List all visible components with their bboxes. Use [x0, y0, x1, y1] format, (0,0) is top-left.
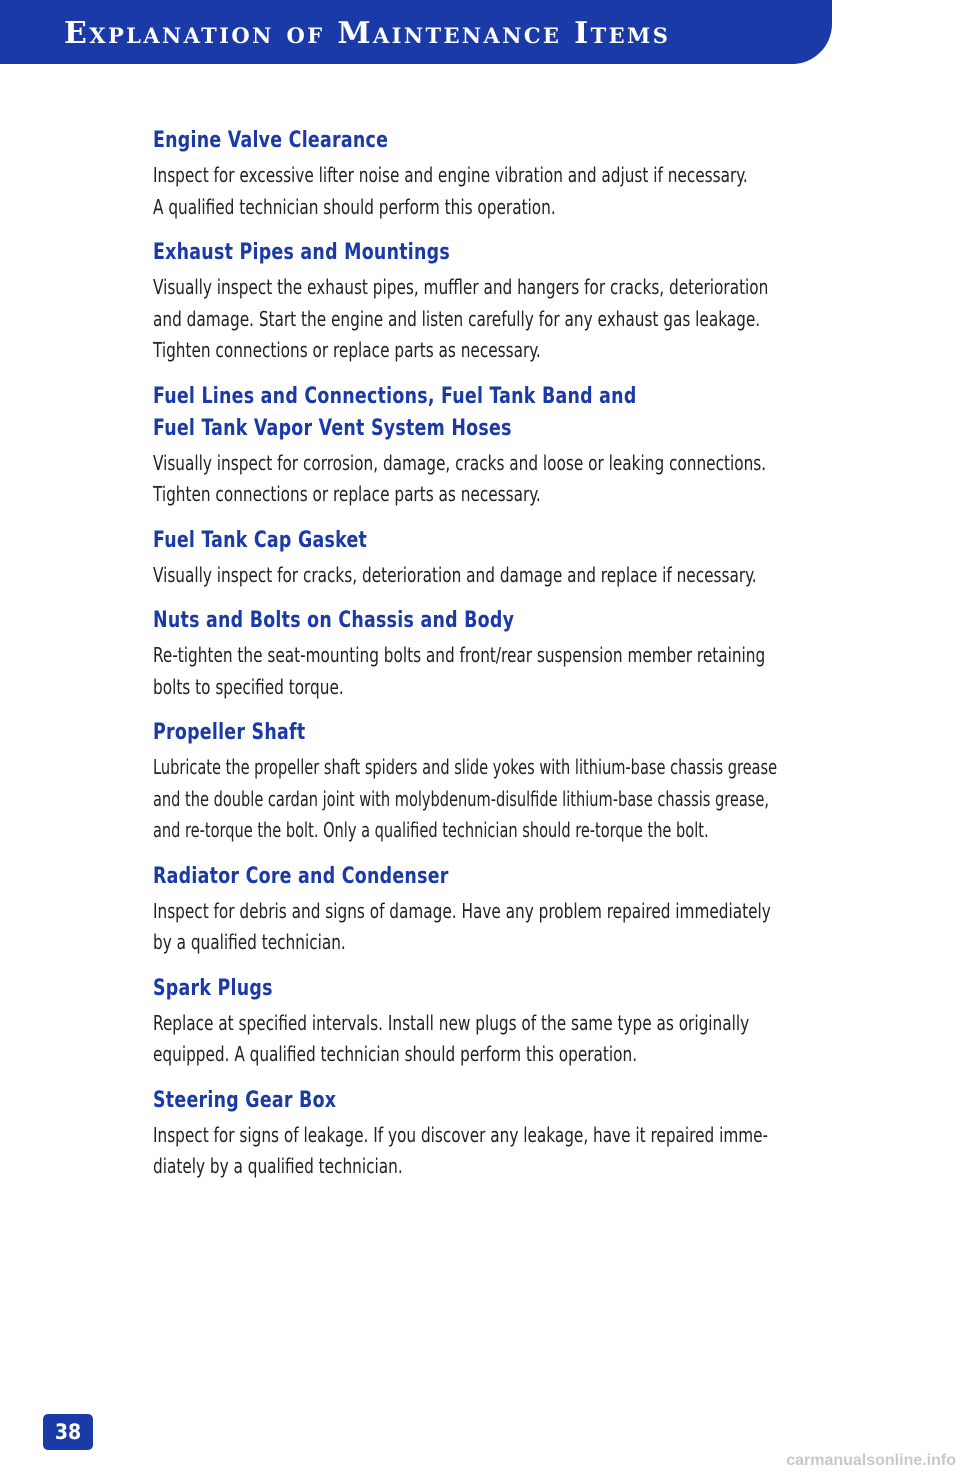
body-line: Inspect for excessive lifter noise and engine vibration and adjust if necessary. — [153, 163, 748, 187]
item-heading: Engine Valve Clearance — [153, 127, 389, 153]
item-heading: Nuts and Bolts on Chassis and Body — [153, 607, 515, 633]
maintenance-items — [153, 124, 873, 1196]
item-exhaust-pipes — [153, 236, 873, 367]
item-heading: Fuel Tank Vapor Vent System Hoses — [153, 414, 512, 441]
item-body — [153, 448, 850, 511]
item-body — [153, 752, 817, 847]
item-heading: Spark Plugs — [153, 974, 273, 1001]
body-line: Re-tighten the seat-mounting bolts and front/rear suspension member retaining — [153, 643, 766, 667]
body-line: and the double cardan joint with molybdenum-disulfide lithium-base chassis grease, — [153, 786, 769, 811]
body-line: Visually inspect for cracks, deterioration and damage and replace if necessary. — [153, 562, 757, 587]
body-line: A qualified technician should perform this operation. — [153, 194, 556, 219]
body-line: Inspect for signs of leakage. If you discover any leakage, have it repaired imme- — [153, 1122, 769, 1147]
body-line: Replace at specified intervals. Install new plugs of the same type as originally — [153, 1010, 750, 1035]
body-line: Lubricate the propeller shaft spiders and slide yokes with lithium-base chassis grease — [153, 755, 778, 779]
watermark: carmanualsonline.info — [786, 1452, 956, 1469]
page-number: 38 — [43, 1414, 93, 1450]
body-line: Inspect for debris and signs of damage. Have any problem repaired immediately — [153, 898, 771, 923]
item-heading: Fuel Lines and Connections, Fuel Tank Band and — [153, 382, 637, 409]
body-line: and damage. Start the engine and listen carefully for any exhaust gas leakage. — [153, 306, 761, 331]
body-line: Tighten connections or replace parts as necessary. — [153, 338, 541, 362]
item-nuts-and-bolts — [153, 604, 873, 703]
body-line: Visually inspect for corrosion, damage, cracks and loose or leaking connections. — [153, 450, 767, 475]
item-body — [153, 896, 850, 959]
page-title: Explanation of Maintenance Items — [64, 16, 671, 51]
body-line: bolts to specified torque. — [153, 674, 344, 699]
item-spark-plugs — [153, 972, 873, 1071]
item-body — [153, 640, 850, 703]
body-line: and re-torque the bolt. Only a qualified technician should re-torque the bolt. — [153, 818, 709, 842]
item-radiator-core — [153, 860, 873, 959]
body-line: Tighten connections or replace parts as necessary. — [153, 482, 541, 506]
item-body — [153, 560, 850, 592]
item-steering-gear-box — [153, 1084, 873, 1183]
item-heading: Steering Gear Box — [153, 1086, 337, 1113]
item-fuel-tank-cap-gasket — [153, 524, 873, 592]
item-heading: Fuel Tank Cap Gasket — [153, 526, 368, 553]
item-heading: Exhaust Pipes and Mountings — [153, 239, 451, 265]
header-bar — [0, 0, 832, 64]
item-propeller-shaft — [153, 716, 873, 847]
item-body — [153, 160, 850, 223]
item-fuel-lines — [153, 380, 873, 511]
item-body — [153, 272, 850, 367]
item-heading: Propeller Shaft — [153, 719, 306, 745]
body-line: equipped. A qualified technician should perform this operation. — [153, 1042, 638, 1066]
item-heading: Radiator Core and Condenser — [153, 862, 449, 889]
body-line: by a qualified technician. — [153, 930, 346, 954]
item-engine-valve-clearance — [153, 124, 873, 223]
item-body — [153, 1120, 850, 1183]
item-body — [153, 1008, 850, 1071]
body-line: Visually inspect the exhaust pipes, muffler and hangers for cracks, deterioration — [153, 275, 769, 299]
body-line: diately by a qualified technician. — [153, 1154, 403, 1178]
